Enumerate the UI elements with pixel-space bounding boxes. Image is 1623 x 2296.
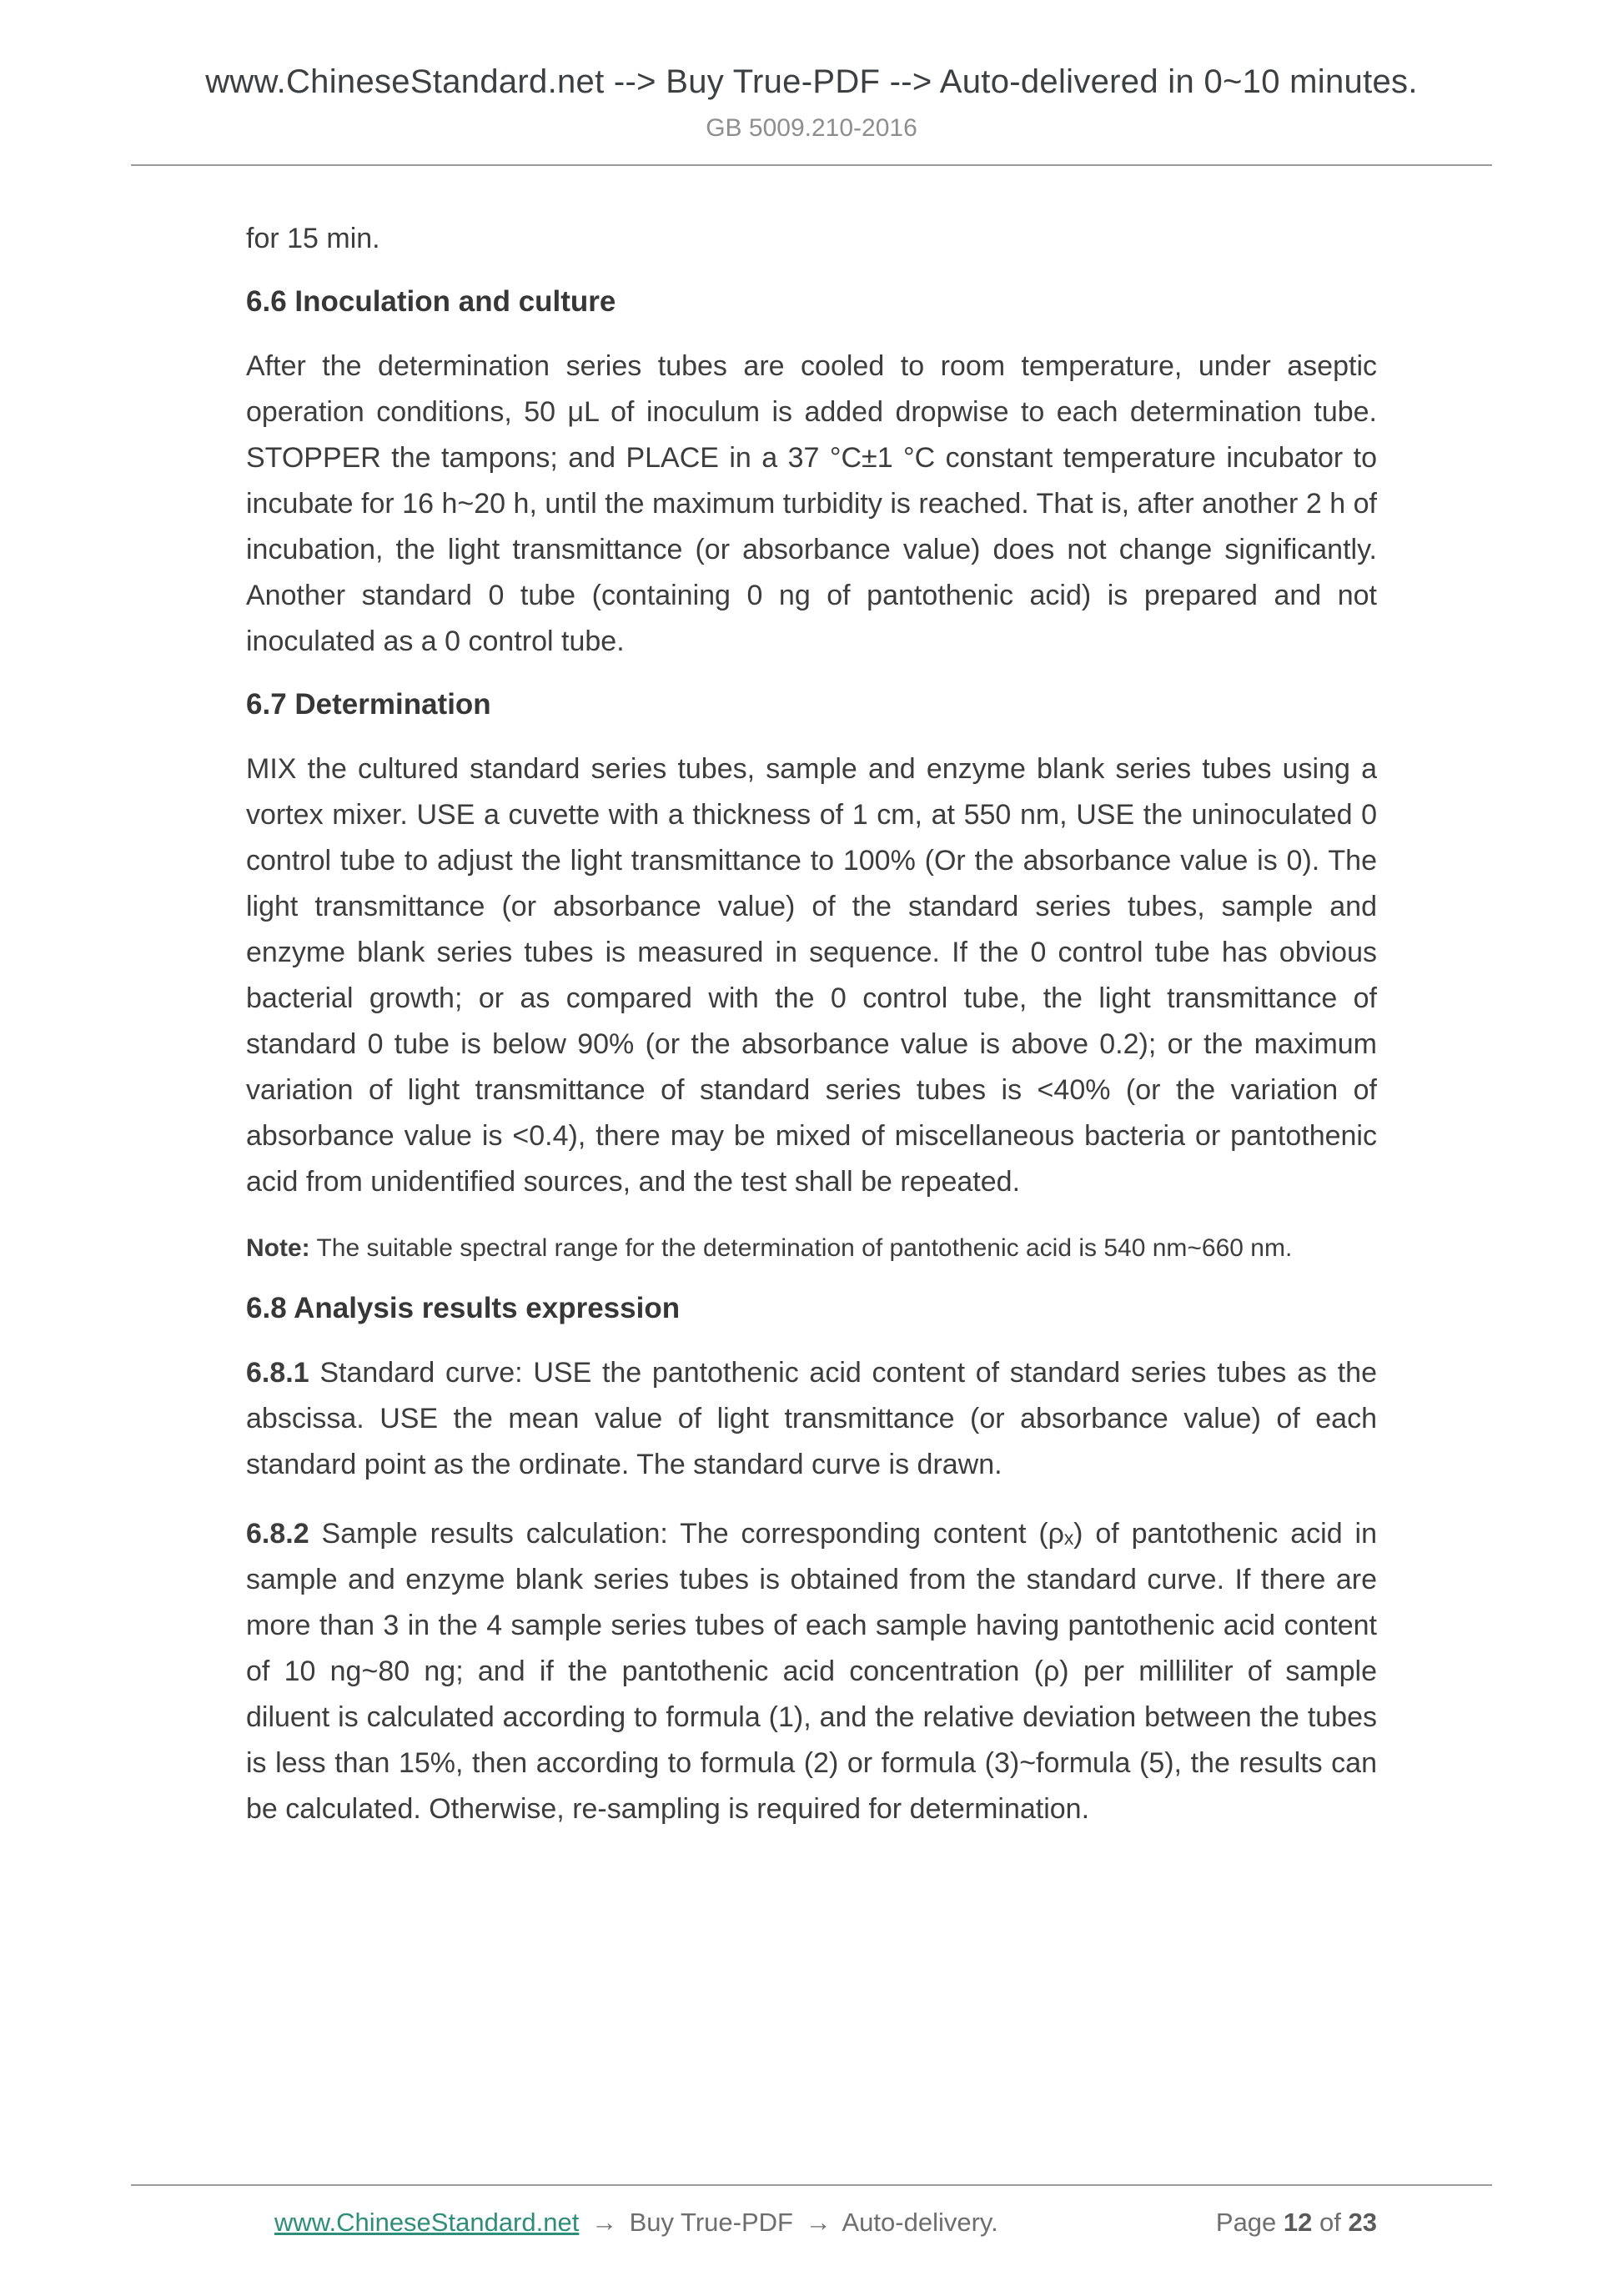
footer-page-label: Page <box>1215 2208 1277 2237</box>
footer-of-label: of <box>1319 2208 1341 2237</box>
paragraph-6-8-2 <box>246 1511 1377 1832</box>
footer-arrow-icon: → <box>590 2208 617 2237</box>
section-heading-6-6: 6.6 Inoculation and culture <box>246 285 616 318</box>
footer-divider <box>131 2184 1492 2186</box>
document-content <box>246 216 1377 1832</box>
footer-row <box>246 2208 1377 2238</box>
clause-number-6-8-1: 6.8.1 <box>246 1357 309 1389</box>
paragraph-lead: for 15 min. <box>246 223 380 254</box>
note-label: Note: <box>246 1234 310 1262</box>
footer-left <box>246 2208 998 2238</box>
note-text: The suitable spectral range for the determination of pantothenic acid is 540 nm~660 nm. <box>316 1234 1293 1262</box>
section-heading-6-7: 6.7 Determination <box>246 688 491 721</box>
footer-page-indicator <box>1216 2208 1377 2238</box>
footer-delivery-text: Auto-delivery. <box>842 2208 998 2237</box>
note <box>246 1228 1377 1269</box>
footer-buy-text: Buy True-PDF <box>629 2208 793 2237</box>
page-footer <box>0 2163 1623 2238</box>
paragraph-6-6: After the determination series tubes are cooled to room temperature, under aseptic operation conditions, 50 μL of inoculum is added dropwise to each determination tube. STOPPER the tampons; and PLACE in a 37 °C±1 °C constant temperature incubator to incubate for 16 h~20 h, until the maximum turbidity is reached. That is, after another 2 h of incubation, the light transmittance (or absorbance value) does not change significantly. Another standard 0 tube (containing 0 ng of pantothenic acid) is prepared and not inoculated as a 0 control tube. <box>246 350 1377 657</box>
page-header <box>0 0 1623 166</box>
header-divider <box>131 164 1492 166</box>
footer-page-total: 23 <box>1348 2208 1377 2237</box>
header-banner: www.ChineseStandard.net --> Buy True-PDF --> Auto-delivered in 0~10 minutes. <box>205 63 1418 100</box>
footer-arrow-icon: → <box>805 2208 832 2237</box>
paragraph-6-7: MIX the cultured standard series tubes, sample and enzyme blank series tubes using a vortex mixer. USE a cuvette with a thickness of 1 cm, at 550 nm, USE the uninoculated 0 control tube to adjust the light transmittance to 100% (Or the absorbance value is 0). The light transmittance (or absorbance value) of the standard series tubes, sample and enzyme blank series tubes is measured in sequence. If the 0 control tube has obvious bacterial growth; or as compared with the 0 control tube, the light transmittance of standard 0 tube is below 90% (or the absorbance value is above 0.2); or the maximum variation of light transmittance of standard series tubes is <40% (or the variation of absorbance value is <0.4), there may be mixed of miscellaneous bacteria or pantothenic acid from unidentified sources, and the test shall be repeated. <box>246 753 1377 1198</box>
footer-page-current: 12 <box>1283 2208 1313 2237</box>
doc-number: GB 5009.210-2016 <box>706 114 917 142</box>
clause-text-6-8-2: Sample results calculation: The corresponding content (ρₓ) of pantothenic acid in sample and enzyme blank series tubes is obtained from the standard curve. If there are more than 3 in the 4 sample series tubes of each sample having pantothenic acid content of 10 ng~80 ng; and if the pantothenic acid concentration (ρ) per milliliter of sample diluent is calculated according to formula (1), and the relative deviation between the tubes is less than 15%, then according to formula (2) or formula (3)~formula (5), the results can be calculated. Otherwise, re-sampling is required for determination. <box>246 1518 1377 1825</box>
section-heading-6-8: 6.8 Analysis results expression <box>246 1292 681 1324</box>
paragraph-6-8-1 <box>246 1350 1377 1488</box>
footer-site-link[interactable]: www.ChineseStandard.net <box>274 2208 580 2237</box>
clause-number-6-8-2: 6.8.2 <box>246 1518 309 1550</box>
clause-text-6-8-1: Standard curve: USE the pantothenic acid content of standard series tubes as the abscissa. USE the mean value of light transmittance (or absorbance value) of each standard point as the ordinate. The standard curve is drawn. <box>246 1357 1377 1480</box>
